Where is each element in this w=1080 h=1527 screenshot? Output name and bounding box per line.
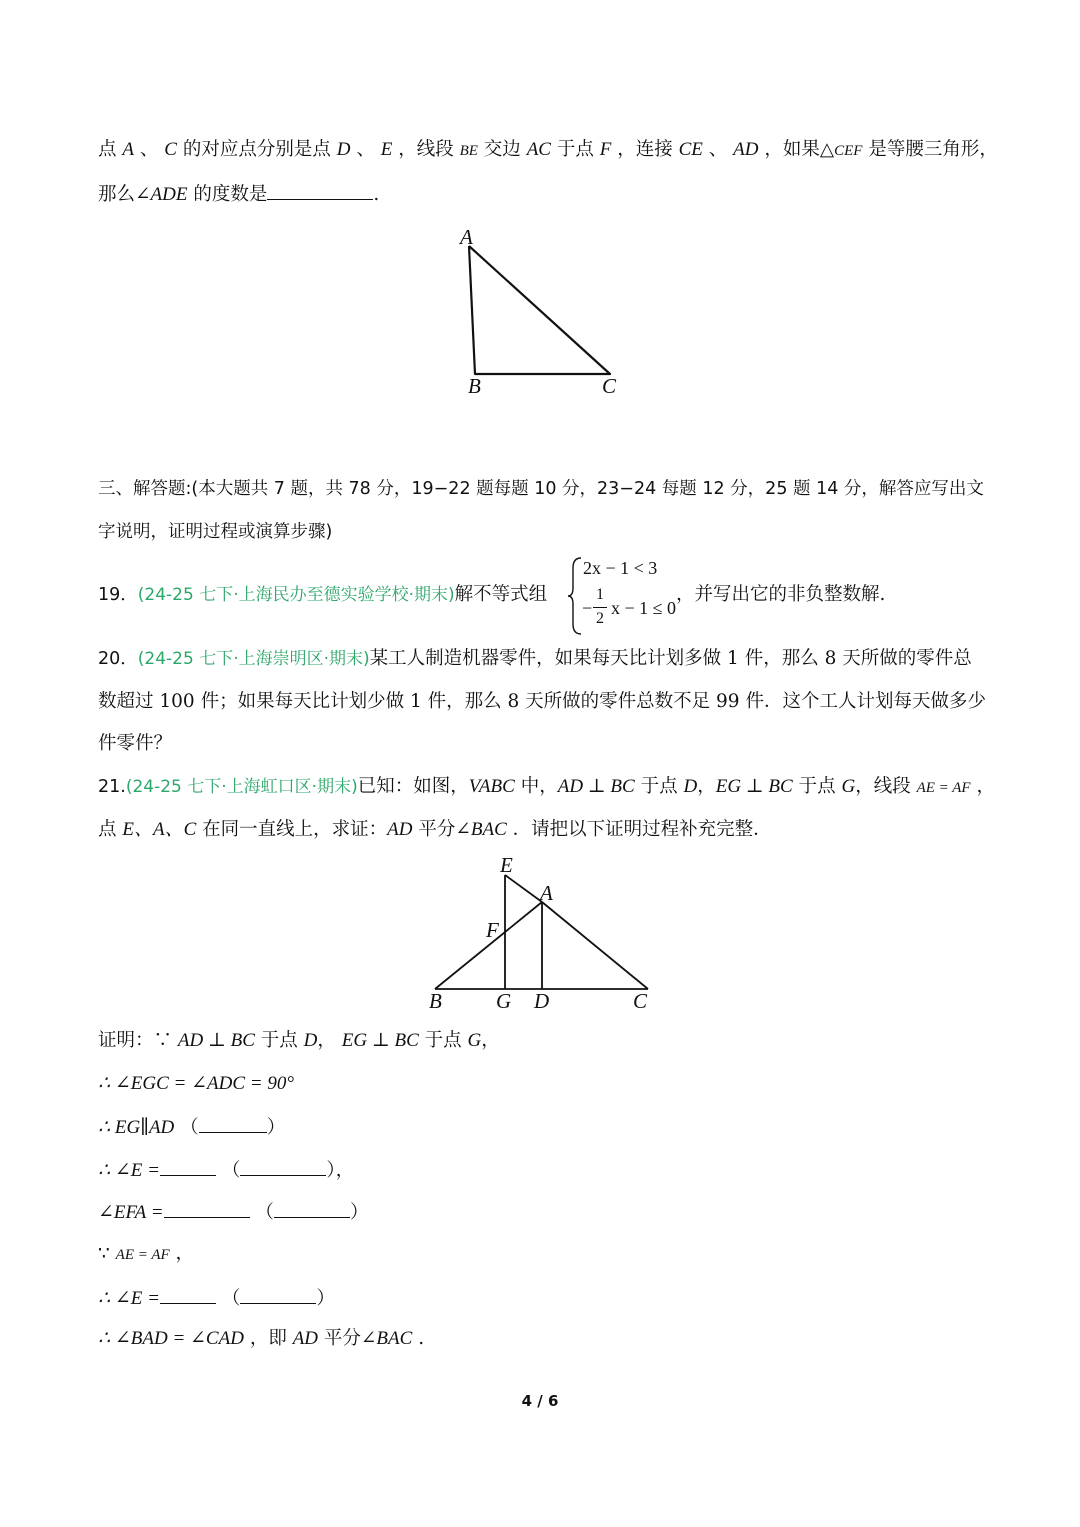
question-source: (24-25 七下·上海虹口区·期末) [125,777,358,797]
math: VABC [468,776,515,797]
math: G [467,1030,482,1051]
proof-line-2: ∴ ∠EGC = ∠ADC = 90° [98,1073,294,1094]
text: ，线段 [855,776,917,797]
math-AD: AD [733,139,759,160]
text: ， [697,776,716,797]
text: 在同一直线上，求证： [196,819,388,840]
text: 证明：∵ [98,1030,178,1051]
question-source: (24-25 七下·上海民办至德实验学校·期末) [137,585,455,605]
math: AD [292,1328,319,1349]
text: 是等腰三角形， [862,139,998,160]
section-heading-cont: 字说明，证明过程或演算步骤) [98,522,333,542]
label-F: F [486,918,499,942]
text: 于点 [254,1030,304,1051]
q21-line-2 [98,818,988,842]
math-A: A [122,139,134,160]
answer-blank[interactable] [240,1157,326,1176]
answer-blank[interactable] [240,1285,316,1304]
segment-ba [435,902,542,989]
text: （ [180,1117,199,1138]
q18-line-1 [98,138,998,163]
math: AE = AF [916,780,971,796]
math: D [683,776,698,797]
math: EG ⊥ BC [341,1030,419,1051]
math: AD ⊥ BC [557,776,635,797]
text: 点 [98,139,123,160]
answer-blank[interactable] [164,1199,250,1218]
question-source: (24-25 七下·上海崇明区·期末) [137,649,370,669]
question-number: 21. [98,777,126,797]
fraction-denominator: 2 [596,610,604,627]
math: ∠EFA = [98,1202,164,1223]
proof-line-1 [98,1029,988,1053]
math: ∴ ∠BAD = ∠CAD [98,1328,244,1349]
label-A: A [460,225,473,249]
section-heading: 三、解答题:(本大题共 7 题，共 78 分，19−22 题每题 10 分，23−24 每题 12 分，25 题 14 分，解答应写出文 [98,479,984,499]
math-CE: CE [678,139,703,160]
text: ） [266,1117,286,1138]
proof-line-7 [98,1285,988,1311]
triangle-abc-figure [440,222,640,402]
math: BAC [376,1328,413,1349]
math: BAC [470,819,507,840]
math-F: F [599,139,612,160]
math-E: E [380,139,393,160]
text: 平分∠ [412,819,471,840]
text: 已知：如图， [357,776,469,797]
inequality-1: 2x − 1 < 3 [583,558,658,578]
label-C: C [633,989,648,1013]
q18-line-2 [98,181,988,207]
math-C: C [164,139,177,160]
text: 于点 [792,776,842,797]
text: 解不等式组 [454,584,548,605]
text: 那么∠ [98,184,151,205]
q20-line-1 [98,647,988,671]
answer-blank[interactable] [274,1199,350,1218]
text: 、 [702,139,734,160]
text: ∵ [98,1243,116,1264]
question-number: 20． [98,649,138,669]
math-D: D [336,139,351,160]
text: ， [317,1030,342,1051]
text: 、 [350,139,381,160]
label-B: B [468,374,481,398]
text: . [412,1328,425,1349]
text: 、 [134,139,165,160]
text: 交边 [477,139,527,160]
text: 于点 [550,139,600,160]
page-number: 4 / 6 [521,1392,559,1410]
geometry-figure [420,852,670,1017]
text: （ [221,1288,241,1309]
label-E: E [500,853,513,877]
math: ∴ ∠E = [98,1288,160,1309]
math: ∴ ∠E = [98,1160,160,1181]
text: 平分∠ [318,1328,377,1349]
label-G: G [496,989,512,1013]
segment-ac [542,902,648,989]
text: ）， [326,1160,355,1181]
label-D: D [534,989,550,1013]
text: ，即 [243,1328,293,1349]
answer-blank[interactable] [160,1157,216,1176]
math-CEF: CEF [834,143,863,159]
math: AE = AF [115,1247,170,1263]
fraction-numerator: 1 [596,586,604,603]
proof-line-8 [98,1327,988,1351]
proof-line-4 [98,1157,988,1183]
text: ．请把以下证明过程补充完整． [506,819,772,840]
math: D [303,1030,318,1051]
label-A: A [540,881,553,905]
q21-line-1 [98,775,995,800]
math: G [841,776,856,797]
proof-line-5 [98,1199,988,1225]
text: （ [255,1202,274,1223]
math: AD ⊥ BC [177,1030,255,1051]
text: 于点 [634,776,684,797]
text: ， [169,1243,195,1264]
inequality-2-rest: x − 1 ≤ 0 [611,598,677,618]
text: 某工人制造机器零件，如果每天比计划多做 1 件，那么 8 天所做的零件总 [369,648,972,669]
text: ， [970,776,995,797]
text: . [373,184,380,205]
q19-tail: ，并写出它的非负整数解. [676,584,886,605]
math-ADE: ADE [150,184,188,205]
q20-line-2: 数超过 100 件；如果每天比计划少做 1 件，那么 8 天所做的零件总数不足 99 件．这个工人计划每天做多少 [98,691,986,712]
proof-line-6 [98,1242,988,1267]
text: ，线段 [392,139,460,160]
proof-line-3 [98,1114,988,1140]
q20-line-3: 件零件？ [98,733,173,754]
question-number: 19． [98,585,138,605]
label-C: C [602,374,617,398]
text: ） [349,1202,369,1223]
text: ，连接 [611,139,679,160]
text: ） [316,1288,335,1309]
text: （ [221,1160,241,1181]
label-B: B [429,989,442,1013]
inequality-2: − 1 2 x − 1 ≤ 0 [582,586,677,627]
text: 于点 [418,1030,468,1051]
text: ， [481,1030,500,1051]
triangle-abc [469,246,610,374]
math: EG ⊥ BC [715,776,793,797]
answer-blank[interactable] [267,181,373,200]
fraction-bar [593,607,607,608]
text: 中， [514,776,558,797]
answer-blank[interactable] [199,1114,267,1133]
math-BE: BE [459,143,478,159]
math: ∴ EG∥AD [98,1117,175,1138]
text: 点 [98,819,123,840]
math: AD [387,819,413,840]
text: 的对应点分别是点 [176,139,337,160]
segment-ea [505,875,542,902]
math-AC: AC [526,139,551,160]
answer-blank[interactable] [160,1285,216,1304]
text: ，如果△ [758,139,835,160]
math: E、A、C [122,819,197,840]
text: 的度数是 [187,184,268,205]
